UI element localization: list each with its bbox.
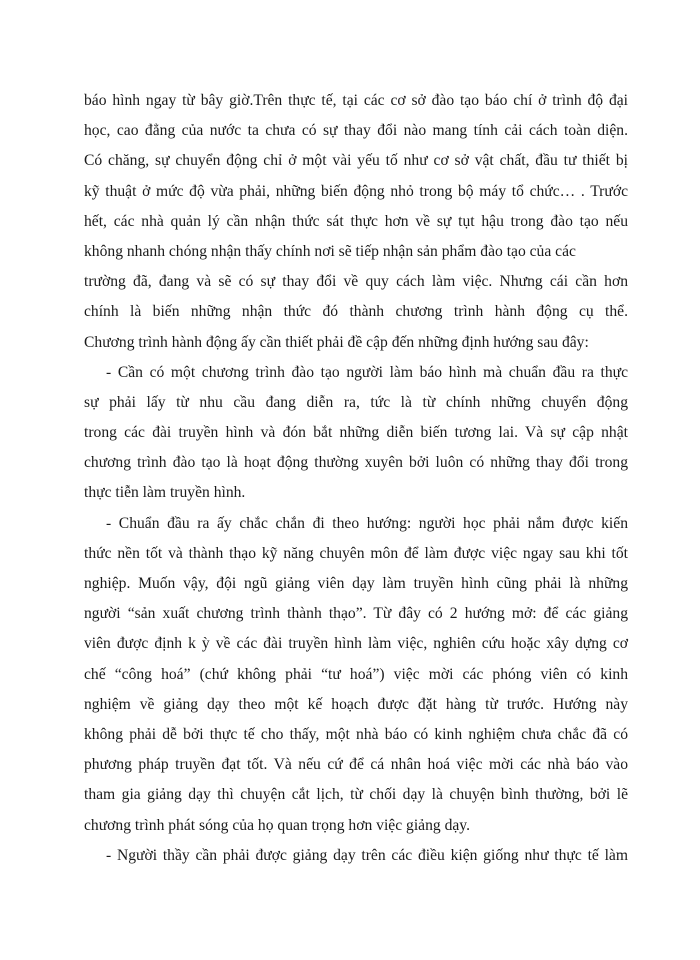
text-line: chế “công hoá” (chứ không phải “tư hoá”) việc mời các phóng viên có kinh [84, 665, 628, 683]
text-line: tham gia giảng dạy thì chuyện cắt lịch, từ chối dạy là chuyện bình thường, bởi lẽ [84, 786, 628, 804]
text-line: thực tiễn làm truyền hình. [84, 484, 246, 502]
text-line: phương pháp truyền đạt tốt. Và nếu cứ để cá nhân hoá việc mời các nhà báo vào [84, 756, 628, 774]
paragraph-point-1 [84, 358, 628, 509]
document-page [84, 86, 628, 871]
paragraph-text [84, 509, 628, 841]
text-line: - Cần có một chương trình đào tạo người làm báo hình mà chuẩn đầu ra thực [106, 363, 628, 381]
text-line: Chương trình hành động ấy cần thiết phải đề cập đến những định hướng sau đây: [84, 333, 589, 351]
text-line: chương trình đào tạo là hoạt động thường xuyên bởi luôn có những thay đổi trong [84, 454, 628, 472]
paragraph-point-2 [84, 509, 628, 841]
text-line: báo hình ngay từ bây giờ.Trên thực tế, tại các cơ sở đào tạo báo chí ở trình độ đại [84, 92, 628, 109]
text-line: chính là biến những nhận thức đó thành chương trình hành động cụ thể. [84, 303, 628, 321]
text-line: trong các đài truyền hình và đón bắt những diễn biến tương lai. Và sự cập nhật [84, 424, 628, 442]
paragraph-point-3 [84, 841, 628, 871]
text-line: trường đã, đang và sẽ có sự thay đổi về quy cách làm việc. Nhưng cái cần hơn [84, 273, 628, 291]
text-line: thức nền tốt và thành thạo kỹ năng chuyên môn để làm được việc ngay sau khi tốt [84, 544, 628, 562]
paragraph-text [84, 841, 628, 871]
text-line: người “sản xuất chương trình thành thạo”. Từ đây có 2 hướng mở: để các giảng [84, 605, 628, 623]
text-line: chương trình phát sóng của họ quan trọng hơn việc giảng dạy. [84, 816, 470, 834]
text-line: viên được định k ỳ về các đài truyền hình làm việc, nghiên cứu hoặc xây dựng cơ [84, 635, 628, 653]
text-line: nghiệp. Muốn vậy, đội ngũ giảng viên dạy làm truyền hình cũng phải là những [84, 575, 628, 592]
text-line: sự phải lấy từ nhu cầu đang diễn ra, tức là từ chính những chuyển động [84, 393, 628, 411]
text-line: - Người thầy cần phải được giảng dạy trên các điều kiện giống như thực tế làm [106, 846, 628, 864]
text-line: - Chuẩn đầu ra ấy chắc chắn đi theo hướng: người học phải nắm được kiến [106, 514, 628, 532]
text-line: Có chăng, sự chuyển động chỉ ở một vài yếu tố như cơ sở vật chất, đầu tư thiết bị [84, 152, 628, 170]
text-line: kỹ thuật ở mức độ vừa phải, những biến động nhỏ trong bộ máy tổ chức… . Trước [84, 182, 628, 200]
text-line: học, cao đẳng của nước ta chưa có sự thay đổi nào mang tính cải cách toàn diện. [84, 122, 628, 140]
paragraph-intro [84, 86, 628, 358]
paragraph-text [84, 86, 628, 358]
text-line: không phải dễ bởi thực tế cho thấy, một nhà báo có kinh nghiệm chưa chắc đã có [84, 725, 628, 743]
paragraph-text [84, 358, 628, 509]
text-line: hết, các nhà quản lý cần nhận thức sát thực hơn về sự tụt hậu trong đào tạo nếu [84, 212, 628, 230]
text-line: nghiệm về giảng dạy theo một kế hoạch được đặt hàng từ trước. Hướng này [84, 695, 628, 713]
text-line: không nhanh chóng nhận thấy chính nơi sẽ tiếp nhận sản phẩm đào tạo của các [84, 242, 576, 260]
